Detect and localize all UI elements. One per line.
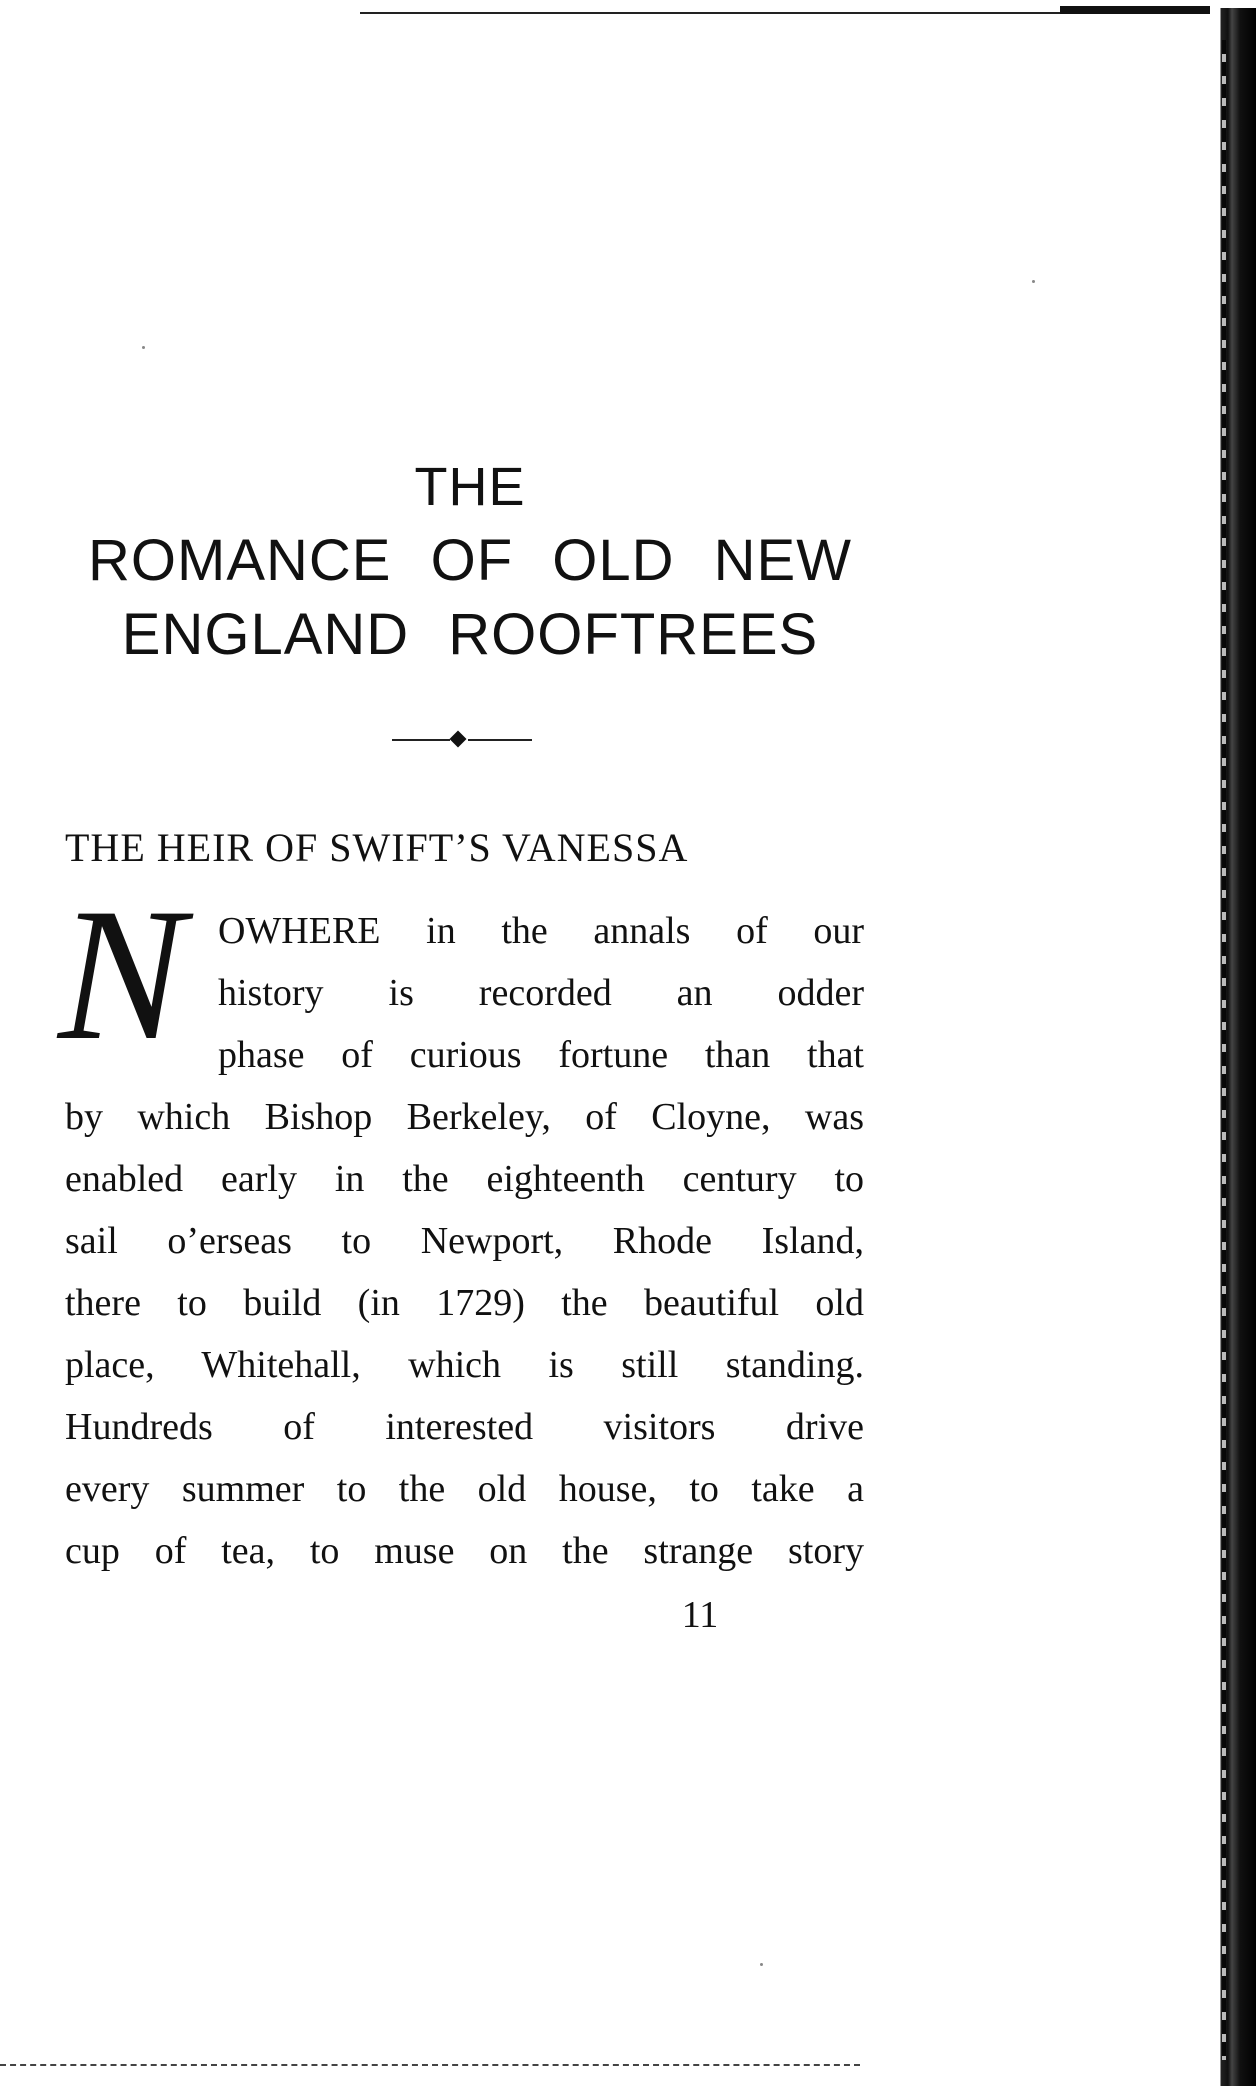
book-title-line-3: ENGLAND ROOFTREES xyxy=(121,602,819,667)
page-number: 11 xyxy=(681,1594,719,1636)
ornament-line-right xyxy=(468,739,532,741)
paper-speck xyxy=(760,1963,763,1966)
text-line: phase of curious fortune than that xyxy=(218,1034,864,1076)
title-ornament xyxy=(392,730,532,750)
text-line: place, Whitehall, which is still standing. xyxy=(65,1344,864,1386)
bottom-edge-rule xyxy=(0,2064,860,2066)
ornament-diamond-icon xyxy=(450,731,467,748)
chapter-title: THE HEIR OF SWIFT’S VANESSA xyxy=(65,825,689,870)
text-line: enabled early in the eighteenth century to xyxy=(65,1158,864,1200)
text-line: by which Bishop Berkeley, of Cloyne, was xyxy=(65,1096,864,1138)
text-line: sail o’erseas to Newport, Rhode Island, xyxy=(65,1220,864,1262)
binding-edge xyxy=(1214,8,1256,2086)
binding-edge-texture xyxy=(1222,40,1226,2060)
drop-cap: N xyxy=(58,870,185,1080)
text-line: Hundreds of interested visitors drive xyxy=(65,1406,864,1448)
text-line: history is recorded an odder xyxy=(218,972,864,1014)
paper-speck xyxy=(142,346,145,349)
book-title xyxy=(60,450,880,672)
top-edge-shadow xyxy=(1060,6,1210,14)
text-line: cup of tea, to muse on the strange story xyxy=(65,1530,864,1572)
ornament-line-left xyxy=(392,739,450,741)
book-title-line-2: ROMANCE OF OLD NEW xyxy=(88,528,852,593)
text-line: OWHERE in the annals of our xyxy=(218,910,864,952)
paper-speck xyxy=(1032,280,1035,283)
text-line: every summer to the old house, to take a xyxy=(65,1468,864,1510)
text-line: there to build (in 1729) the beautiful old xyxy=(65,1282,864,1324)
book-title-line-1: THE xyxy=(414,457,526,517)
